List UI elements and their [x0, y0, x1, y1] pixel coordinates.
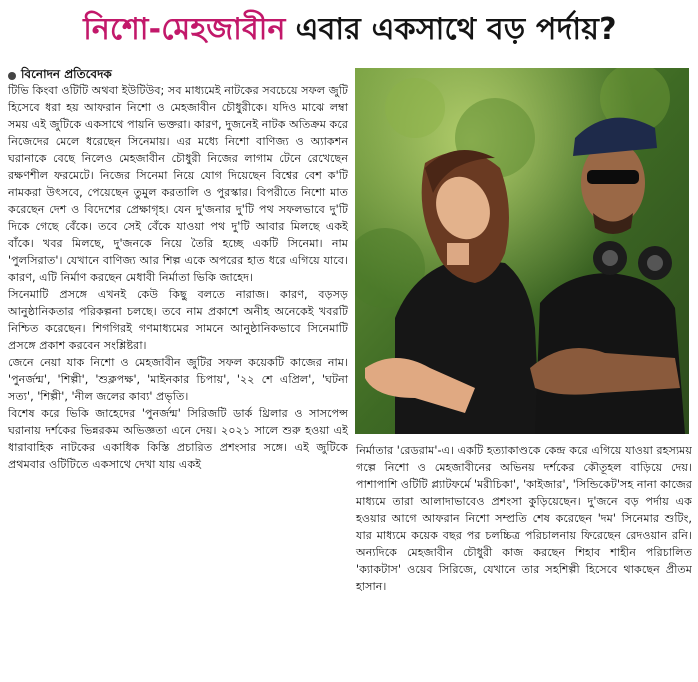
- paragraph: নির্মাতার 'রেডরাম'-এ। একটি হত্যাকাণ্ডকে কেন্দ্র করে এগিয়ে যাওয়া রহস্যময় গল্পে নিশো ও মেহজাবীনের অভিনয় দর্শকের কৌতূহল বাড়িয়ে দেয়। পাশাপাশি ওটিটি প্ল্যাটফর্মে 'মরীচিকা', 'কাইজার', 'সিন্ডিকেট'সহ নানা কাজের মাধ্যমে তারা আলাদাভাবেও প্রশংসা কুড়িয়েছেন। দু'জনে বড় পর্দায় এক হওয়ার আগে আফরান নিশো সম্প্রতি শেষ করেছেন 'দম' সিনেমার শুটিং, যার মাধ্যমে কয়েক বছর পর চলচ্চিত্র পরিচালনায় ফিরেছেন রেদওয়ান রনি। অন্যদিকে মেহজাবীন চৌধুরী কাজ করছেন শিহাব শাহীন পরিচালিত 'ক্যাকটাস' ওয়েব সিরিজে, যেখানে তার সহশিল্পী হিসেবে থাকছেন প্রীতম হাসান।: [356, 444, 692, 593]
- paragraph: বিশেষ করে ভিকি জাহেদের 'পুনর্জন্ম' সিরিজটি ডার্ক থ্রিলার ও সাসপেন্স ঘরানায় দর্শকের ভিন্নরকম অভিজ্ঞতা এনে দেয়। ২০২১ সালে শুরু হওয়া এই ধারাবাহিক নাটকের একাধিক কিস্তি প্রচারিত প্রশংসার সঙ্গে। এই জুটিকে প্রথমবার ওটিটিতে একসাথে দেখা যায় একই: [8, 407, 348, 471]
- headline-question: এবার একসাথে বড় পর্দায়?: [295, 11, 617, 47]
- article-column-left: [8, 82, 348, 473]
- paragraph: টিভি কিংবা ওটিটি অথবা ইউটিউব; সব মাধ্যমেই নাটকের সবচেয়ে সফল জুটি হিসেবে ধরা হয় আফরান নিশো ও মেহজাবীন চৌধুরীকে। যদিও মাঝে লম্বা সময় এই জুটিকে একসাথে পায়নি ভক্তরা। কারণ, দুজনেই নাটক অতিক্রম করে নিজেদের মেলে ধরেছেন সিনেমায়। এর মধ্যে নিশো বাণিজ্য ও অ্যাকশন ঘরানাকে বেছে নিলেও মেহজাবীন চৌধুরী নিজের লাগাম টেনে রেখেছেন রক্ষণশীল ফরমেটে। নিজের সিনেমা নিয়ে যোগ দিয়েছেন বিশ্বের বেশ ক'টি নামকরা উৎসবে, পেয়েছেন তুমুল করতালি ও পুরস্কার। বিপরীতে নিশো মাত করেছেন দেশ ও বিদেশের প্রেক্ষাগৃহ। যেন দু'জনার দু'টি পথ সফলভাবে দু'টি দিকে গেছে বেঁকে। তবে সেই বেঁকে যাওয়া পথ দু'টি আবার মিলছে একই বাঁকে। খবর মিলছে, দু'জনকে নিয়ে তৈরি হচ্ছে একটি সিনেমা। নাম 'পুলসিরাত'। যেখানে বাণিজ্য আর শিল্প একে অপরের হাত ধরে এগিয়ে যাবে। কারণ, এটি নির্মাণ করছেন মেধাবী নির্মাতা ভিকি জাহেদ।: [8, 84, 348, 284]
- headline-names: নিশো-মেহজাবীন: [83, 11, 286, 47]
- byline-text: বিনোদন প্রতিবেদক: [21, 67, 112, 81]
- photo-illustration: [355, 68, 689, 434]
- paragraph: সিনেমাটি প্রসঙ্গে এখনই কেউ কিছু বলতে নারাজ। কারণ, বড়সড় আনুষ্ঠানিকতার পরিকল্পনা চলছে। তবে নাম প্রকাশে অনীহ অনেকেই খবরটি নিশ্চিত করেছেন। শিগগিরই গণমাধ্যমের সামনে আনুষ্ঠানিকভাবে সিনেমাটি প্রসঙ্গে প্রকাশ করবেন সংশ্লিষ্টরা।: [8, 288, 348, 352]
- bullet-icon: [8, 72, 16, 80]
- article-column-right: [356, 442, 692, 595]
- article-photo: [355, 68, 689, 434]
- paragraph: জেনে নেয়া যাক নিশো ও মেহজাবীন জুটির সফল কয়েকটি কাজের নাম। 'পুনর্জন্ম', 'শিল্পী', 'শুক্লপক্ষ', 'মাইনকার চিপায়', '২২ শে এপ্রিল', 'ঘটনা সত্য', 'শিল্পী', 'নীল জলের কাব্য' প্রভৃতি।: [8, 356, 348, 403]
- headline: [6, 4, 694, 56]
